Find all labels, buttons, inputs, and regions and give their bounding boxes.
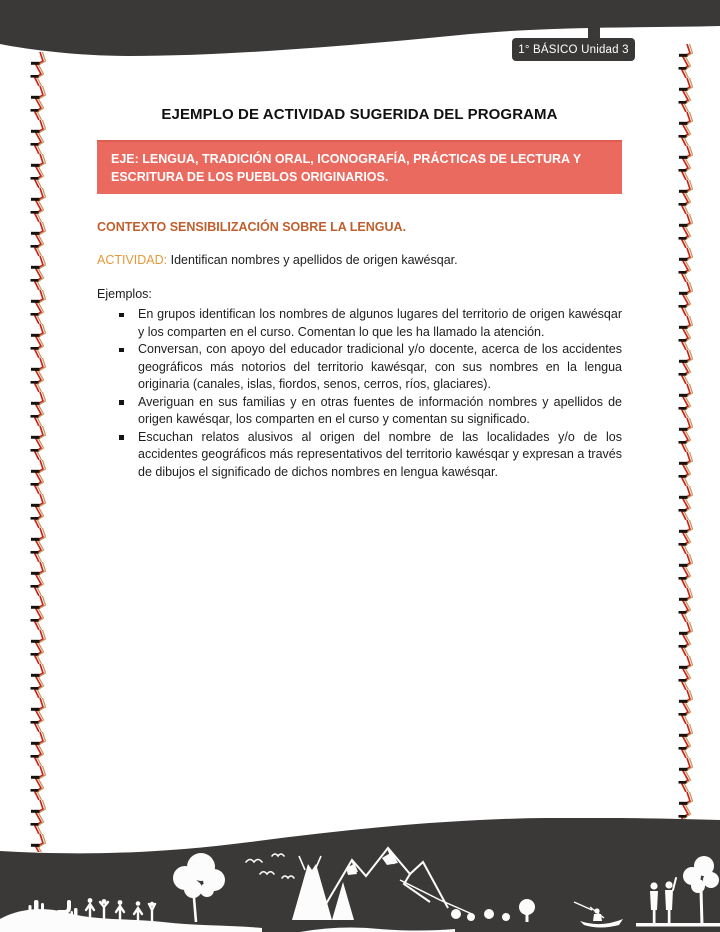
context-heading: CONTEXTO SENSIBILIZACIÓN SOBRE LA LENGUA. — [97, 220, 407, 234]
example-text: En grupos identifican los nombres de algunos lugares del territorio de origen kawésqar y los comparten en el curso. Comentan lo que les ha llamado la atención. — [138, 307, 622, 339]
page-title: EJEMPLO DE ACTIVIDAD SUGERIDA DEL PROGRAMA — [161, 106, 558, 123]
left-border-zigzag-pattern — [28, 52, 50, 852]
bullet-square-icon — [119, 348, 124, 353]
examples-label: Ejemplos: — [97, 287, 152, 301]
example-text: Conversan, con apoyo del educador tradicional y/o docente, acerca de los accidentes geográficos más notorios del territorio kawésqar, con sus nombres en la lengua originaria (canales, islas, fiordos, senos, cerros, ríos, glaciares). — [138, 342, 622, 391]
example-item — [97, 429, 622, 482]
activity-label: ACTIVIDAD: — [97, 253, 168, 267]
footer-illustration — [0, 818, 720, 932]
right-border-zigzag-pattern — [677, 44, 699, 822]
example-item — [97, 394, 622, 429]
ground-right — [636, 923, 720, 927]
bullet-square-icon — [119, 400, 124, 405]
example-text: Escuchan relatos alusivos al origen del nombre de las localidades y/o de los accidentes geográficos más representativos del territorio kawésqar y expresan a través de dibujos el significado de dichos nombres en lengua kawésqar. — [138, 429, 622, 479]
eje-banner: EJE: LENGUA, TRADICIÓN ORAL, ICONOGRAFÍA, PRÁCTICAS DE LECTURA Y ESCRITURA DE LOS PUEBLOS ORIGINARIOS. — [97, 140, 622, 194]
example-item — [97, 341, 622, 394]
activity-line — [97, 253, 622, 267]
examples-list — [97, 306, 622, 481]
example-item — [97, 306, 622, 341]
bullet-square-icon — [119, 313, 124, 318]
activity-text: Identifican nombres y apellidos de origen kawésqar. — [167, 253, 458, 267]
unit-badge: 1° BÁSICO Unidad 3 — [512, 38, 635, 61]
example-text: Averiguan en sus familias y en otras fuentes de información nombres y apellidos de origen kawésqar, los comparten en el curso y comentan su significado. — [138, 394, 622, 426]
document-content — [97, 0, 622, 481]
bullet-square-icon — [119, 435, 124, 440]
